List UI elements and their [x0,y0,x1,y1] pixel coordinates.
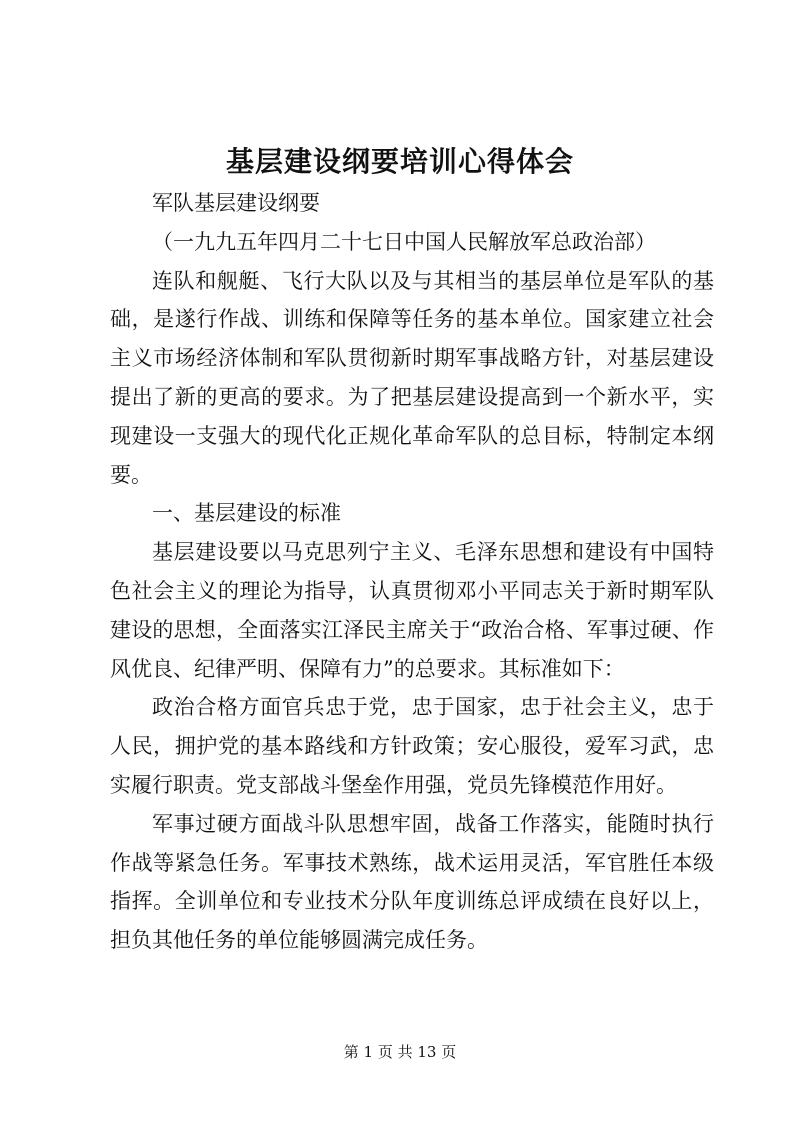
paragraph-subtitle: 军队基层建设纲要 [152,191,320,215]
page-number-footer: 第 1 页 共 13 页 [343,1043,457,1061]
paragraph-military: 军事过硬方面战斗队思想牢固，战备工作落实，能随时执行作战等紧急任务。军事技术熟练，战术运用灵活，军官胜任本级指挥。全训单位和专业技术分队年度训练总评成绩在良好以上，担负其他任务的单位能够圆满完成任务。 [110,811,714,953]
paragraph-intro: 连队和舰艇、飞行大队以及与其相当的基层单位是军队的基础，是遂行作战、训练和保障等任务的基本单位。国家建立社会主义市场经济体制和军队贯彻新时期军事战略方针，对基层建设提出了新的更高的要求。为了把基层建设提高到一个新水平，实现建设一支强大的现代化正规化革命军队的总目标，特制定本纲要。 [110,268,714,487]
section-heading: 一、基层建设的标准 [152,501,341,526]
document-title: 基层建设纲要培训心得体会 [225,145,574,178]
document-body [110,184,714,960]
paragraph-issuer: （一九九五年四月二十七日中国人民解放军总政治部） [152,229,656,254]
paragraph-political: 政治合格方面官兵忠于党，忠于国家，忠于社会主义，忠于人民，拥护党的基本路线和方针政策；安心服役，爱军习武，忠实履行职责。党支部战斗堡垒作用强，党员先锋模范作用好。 [110,695,714,797]
paragraph-guideline: 基层建设要以马克思列宁主义、毛泽东思想和建设有中国特色社会主义的理论为指导，认真贯彻邓小平同志关于新时期军队建设的思想，全面落实江泽民主席关于“政治合格、军事过硬、作风优良、纪律严明、保障有力”的总要求。其标准如下： [110,540,714,681]
